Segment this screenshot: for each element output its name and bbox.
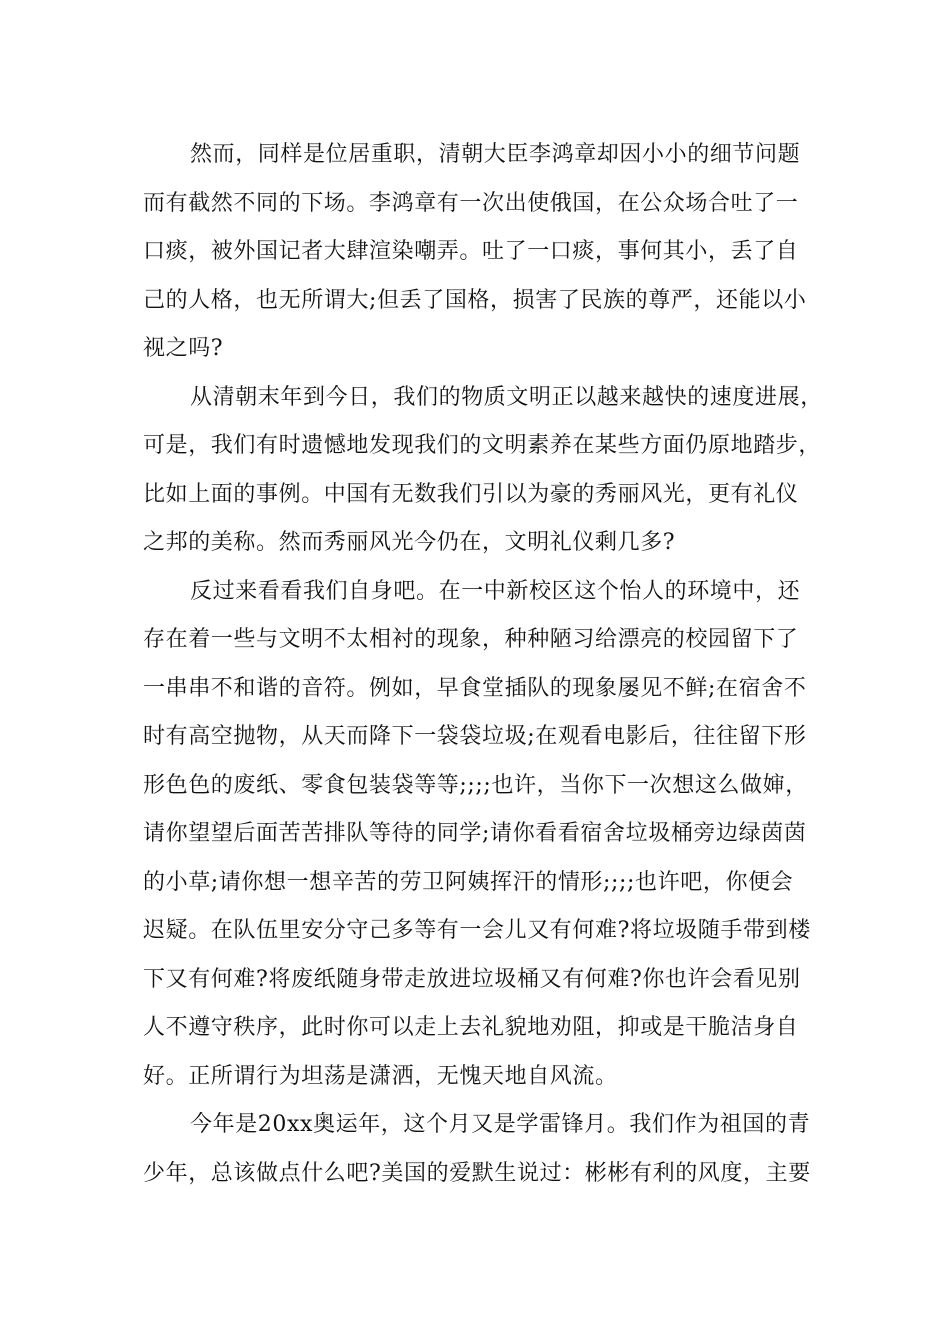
paragraph-3-line-9: 下又有何难?将废纸随身带走放进垃圾桶又有何难?你也许会看见别 [143,966,801,992]
paragraph-1-line-1: 然而，同样是位居重职，清朝大臣李鸿章却因小小的细节问题 [190,142,801,167]
document-body [143,131,823,1198]
paragraph-3-line-8: 迟疑。在队伍里安分守己多等有一会儿又有何难?将垃圾随手带到楼 [143,918,811,943]
paragraph-2-line-2: 可是，我们有时遗憾地发现我们的文明素养在某些方面仍原地踏步， [143,433,822,458]
paragraph-1-line-4: 己的人格，也无所谓大;但丢了国格，损害了民族的尊严，还能以小 [143,287,807,313]
paragraph-1-line-3: 口痰，被外国记者大肆渲染嘲弄。吐了一口痰，事何其小，丢了自 [143,239,799,264]
paragraph-3-line-3: 一串串不和谐的音符。例如，早食堂插队的现象屡见不鲜;在宿舍不 [143,675,807,701]
paragraph-2-line-3: 比如上面的事例。中国有无数我们引以为豪的秀丽风光，更有礼仪 [143,481,799,507]
paragraph-3-line-10: 人不遵守秩序，此时你可以走上去礼貌地劝阻，抑或是干脆洁身自 [143,1015,799,1040]
paragraph-2-line-4: 之邦的美称。然而秀丽风光今仍在，文明礼仪剩几多? [143,530,676,555]
paragraph-4-line-1: 今年是20xx奥运年，这个月又是学雷锋月。我们作为祖国的青 [190,1112,811,1137]
paragraph-3-line-6: 请你望望后面苦苦排队等待的同学;请你看看宿舍垃圾桶旁边绿茵茵 [143,821,807,846]
paragraph-2-line-1: 从清朝末年到今日，我们的物质文明正以越来越快的速度进展， [190,384,823,410]
paragraph-3-line-2: 存在着一些与文明不太相衬的现象，种种陋习给漂亮的校园留下了 [143,627,799,652]
paragraph-1-line-5: 视之吗? [143,336,224,361]
paragraph-3-line-5: 形色色的废纸、零食包装袋等等;;;;也许，当你下一次想这么做婶， [143,772,808,798]
paragraph-3-line-7: 的小草;请你想一想辛苦的劳卫阿姨挥汗的情形;;;;也许吧，你便会 [143,869,794,895]
paragraph-1-line-2: 而有截然不同的下场。李鸿章有一次出使俄国，在公众场合吐了一 [143,190,799,216]
paragraph-3-line-11: 好。正所谓行为坦荡是潇洒，无愧天地自风流。 [143,1063,618,1089]
paragraph-3-line-1: 反过来看看我们自身吧。在一中新校区这个怡人的环境中，还 [190,578,801,604]
paragraph-4-line-2: 少年，总该做点什么吧?美国的爱默生说过：彬彬有利的风度，主要 [143,1160,811,1186]
paragraph-3-line-4: 时有高空抛物，从天而降下一袋袋垃圾;在观看电影后，往往留下形 [143,724,807,749]
